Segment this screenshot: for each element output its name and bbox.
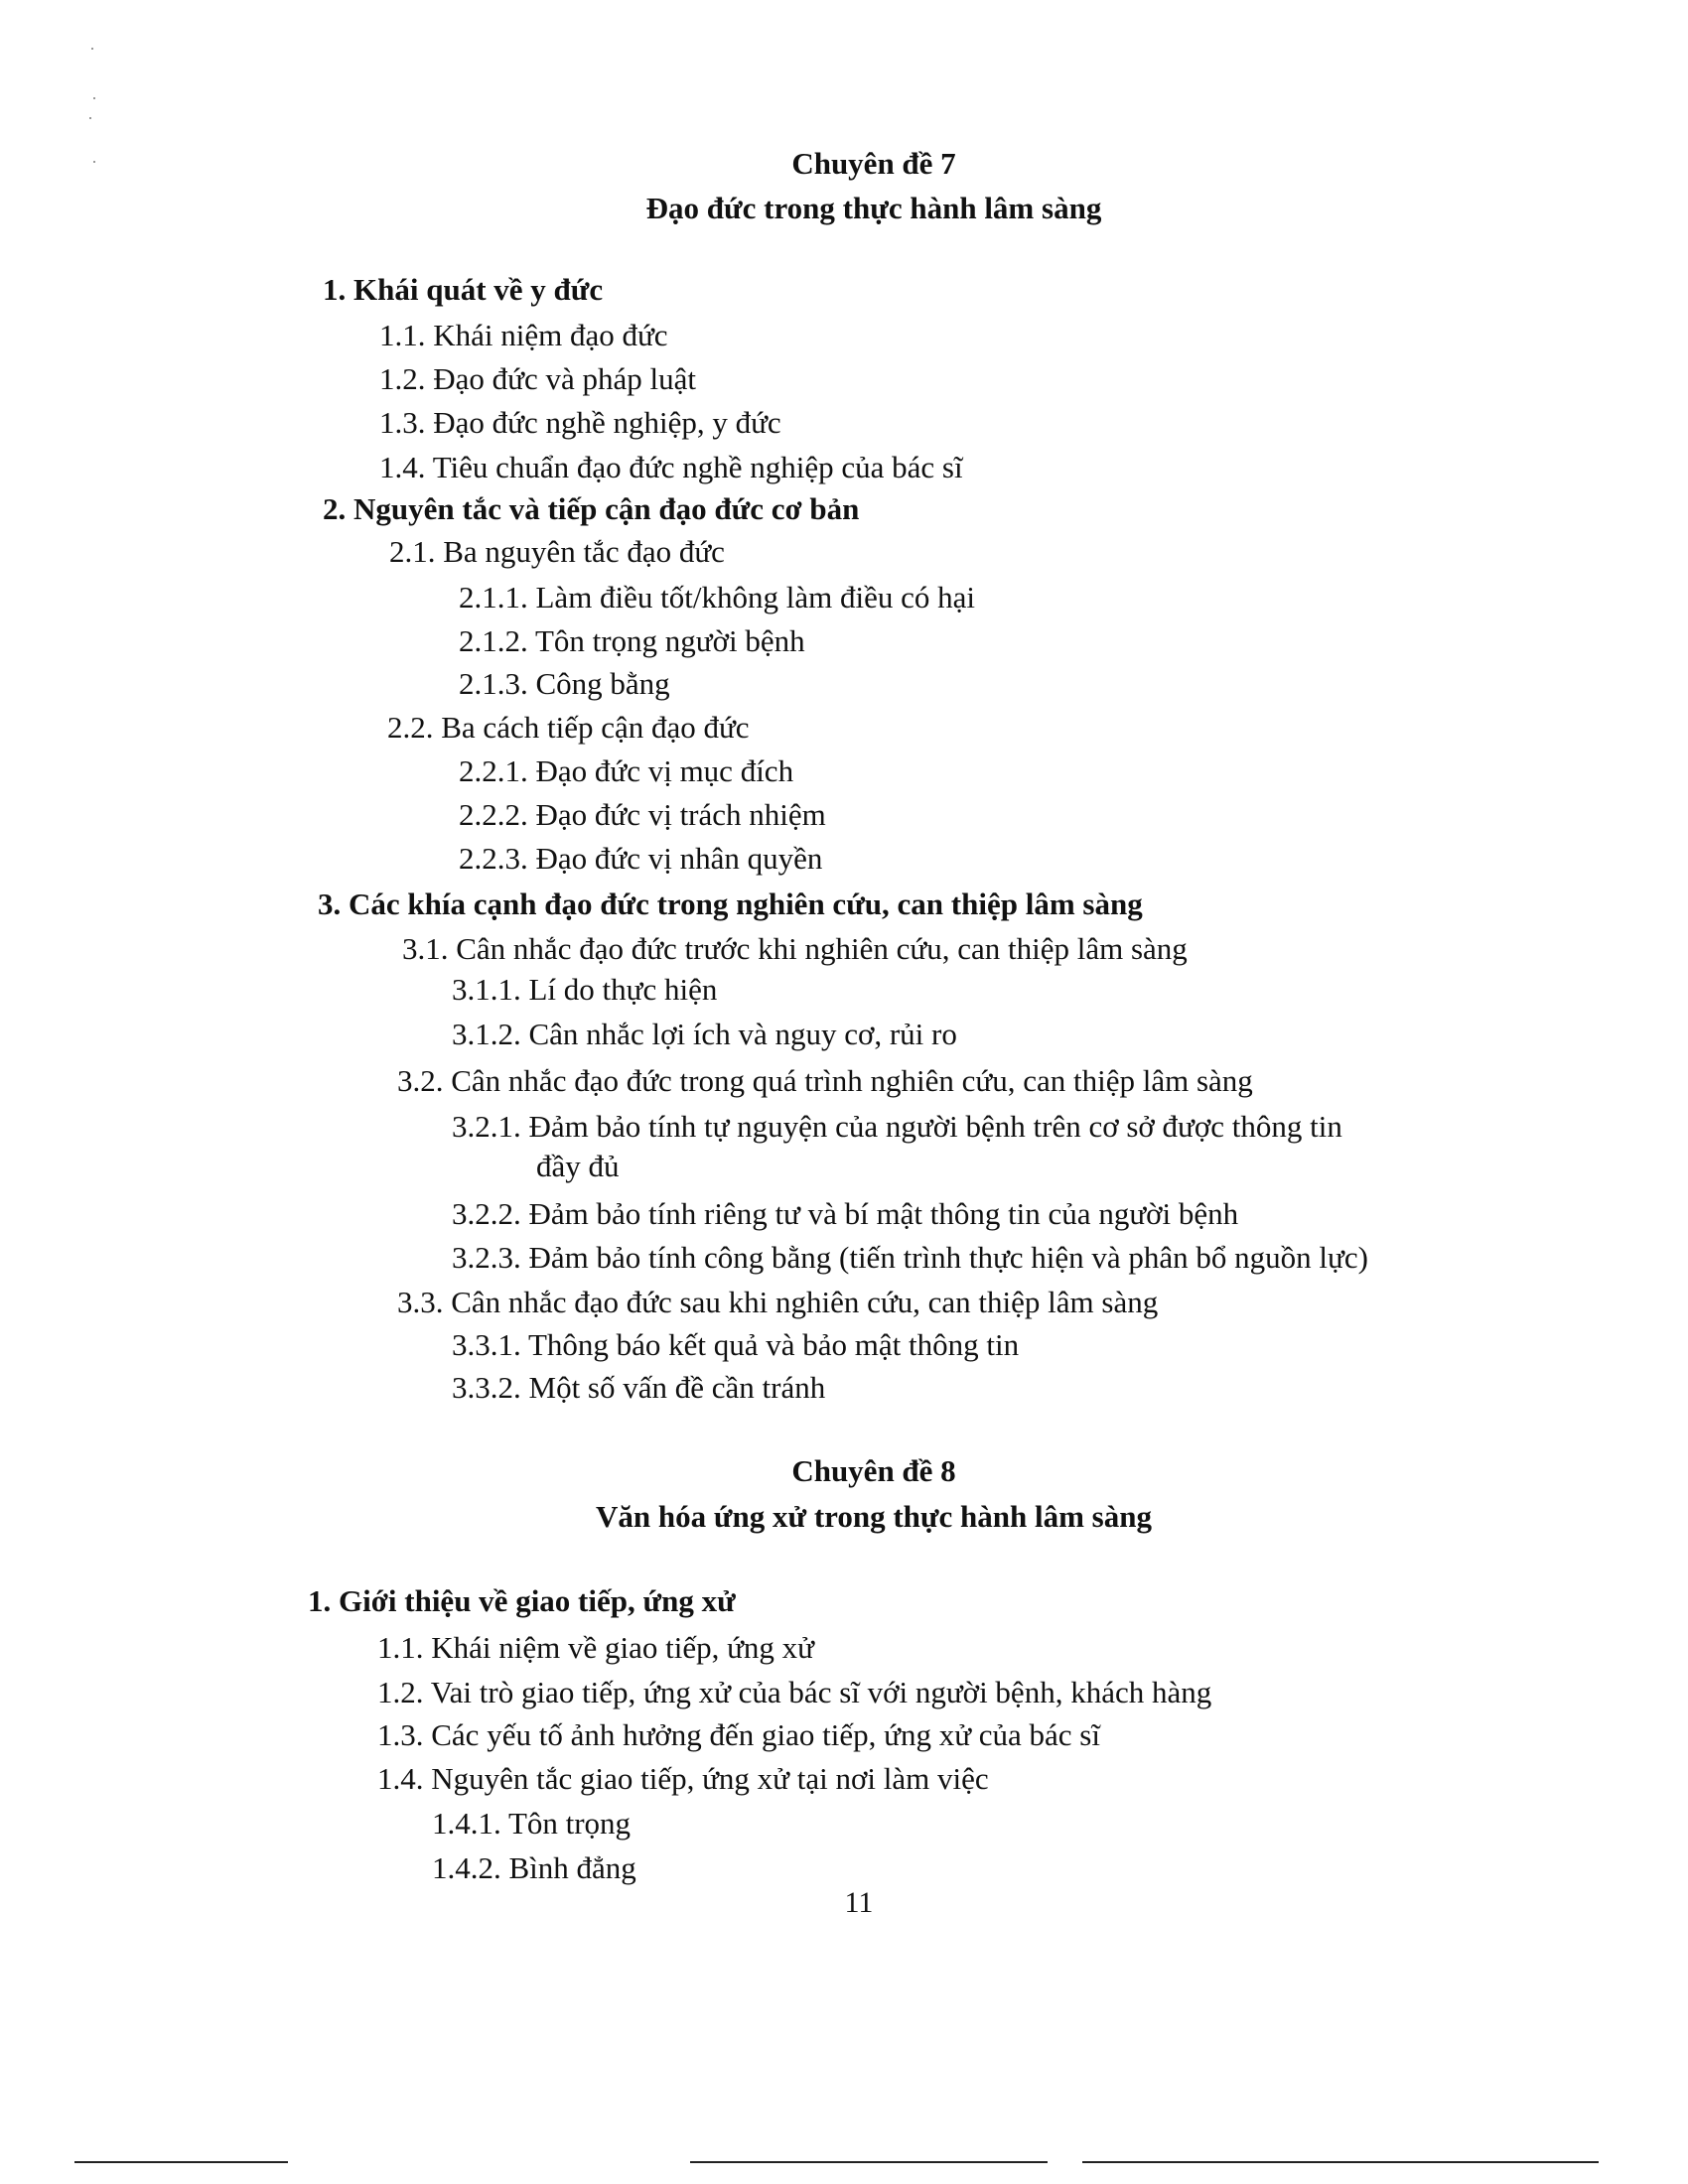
toc-item: 3.2. Cân nhắc đạo đức trong quá trình nghiên cứu, can thiệp lâm sàng bbox=[397, 1063, 1253, 1098]
footer-rule bbox=[74, 2161, 288, 2163]
toc-subitem: 2.2.3. Đạo đức vị nhân quyền bbox=[459, 841, 823, 876]
section-title: Văn hóa ứng xử trong thực hành lâm sàng bbox=[596, 1499, 1152, 1534]
toc-subitem: 3.2.1. Đảm bảo tính tự nguyện của người bệnh trên cơ sở được thông tin bbox=[452, 1109, 1342, 1144]
toc-item: 1.3. Các yếu tố ảnh hưởng đến giao tiếp, ứng xử của bác sĩ bbox=[377, 1717, 1100, 1752]
toc-subitem: 2.1.2. Tôn trọng người bệnh bbox=[459, 623, 805, 658]
toc-item: 3.1. Cân nhắc đạo đức trước khi nghiên cứu, can thiệp lâm sàng bbox=[402, 931, 1188, 966]
toc-item: 1.4. Nguyên tắc giao tiếp, ứng xử tại nơi làm việc bbox=[377, 1761, 989, 1796]
toc-subitem: 3.1.1. Lí do thực hiện bbox=[452, 972, 718, 1007]
toc-heading: 2. Nguyên tắc và tiếp cận đạo đức cơ bản bbox=[323, 491, 860, 526]
toc-subitem: 1.4.1. Tôn trọng bbox=[432, 1806, 632, 1841]
scan-speck bbox=[91, 48, 93, 50]
toc-heading: 1. Giới thiệu về giao tiếp, ứng xử bbox=[308, 1583, 736, 1618]
toc-subitem: 2.2.2. Đạo đức vị trách nhiệm bbox=[459, 797, 826, 832]
toc-subitem: 2.1.3. Công bằng bbox=[459, 666, 670, 701]
toc-item: 1.2. Vai trò giao tiếp, ứng xử của bác sĩ với người bệnh, khách hàng bbox=[377, 1675, 1212, 1709]
toc-subitem: 3.2.2. Đảm bảo tính riêng tư và bí mật thông tin của người bệnh bbox=[452, 1196, 1239, 1231]
toc-item: 1.2. Đạo đức và pháp luật bbox=[379, 361, 696, 396]
toc-item: 2.1. Ba nguyên tắc đạo đức bbox=[389, 534, 725, 569]
toc-subitem: 2.2.1. Đạo đức vị mục đích bbox=[459, 753, 794, 788]
toc-subitem: 2.1.1. Làm điều tốt/không làm điều có hại bbox=[459, 580, 976, 614]
toc-heading: 1. Khái quát về y đức bbox=[323, 272, 604, 307]
section-heading: Chuyên đề 7 bbox=[791, 146, 956, 181]
footer-rule bbox=[690, 2161, 1048, 2163]
page-number: 11 bbox=[844, 1886, 874, 1919]
scan-speck bbox=[93, 161, 95, 163]
toc-item: 2.2. Ba cách tiếp cận đạo đức bbox=[387, 710, 750, 745]
footer-rule bbox=[1082, 2161, 1599, 2163]
toc-item: 1.1. Khái niệm đạo đức bbox=[379, 318, 668, 352]
section-title: Đạo đức trong thực hành lâm sàng bbox=[645, 191, 1102, 225]
toc-item: 1.1. Khái niệm về giao tiếp, ứng xử bbox=[377, 1630, 814, 1665]
toc-subitem: 1.4.2. Bình đẳng bbox=[432, 1850, 636, 1885]
section-heading: Chuyên đề 8 bbox=[791, 1453, 956, 1488]
toc-subitem: 3.3.1. Thông báo kết quả và bảo mật thông tin bbox=[452, 1327, 1020, 1362]
toc-subitem: 3.3.2. Một số vấn đề cần tránh bbox=[452, 1370, 826, 1405]
toc-subitem-continuation: đầy đủ bbox=[536, 1149, 620, 1183]
toc-subitem: 3.2.3. Đảm bảo tính công bằng (tiến trình thực hiện và phân bổ nguồn lực) bbox=[452, 1240, 1368, 1275]
toc-item: 3.3. Cân nhắc đạo đức sau khi nghiên cứu, can thiệp lâm sàng bbox=[397, 1285, 1159, 1319]
toc-item: 1.3. Đạo đức nghề nghiệp, y đức bbox=[379, 405, 781, 440]
scan-speck bbox=[93, 97, 95, 99]
toc-heading: 3. Các khía cạnh đạo đức trong nghiên cứu, can thiệp lâm sàng bbox=[318, 887, 1143, 921]
toc-item: 1.4. Tiêu chuẩn đạo đức nghề nghiệp của bác sĩ bbox=[379, 450, 963, 484]
toc-subitem: 3.1.2. Cân nhắc lợi ích và nguy cơ, rủi ro bbox=[452, 1017, 957, 1051]
scan-speck bbox=[89, 117, 91, 119]
